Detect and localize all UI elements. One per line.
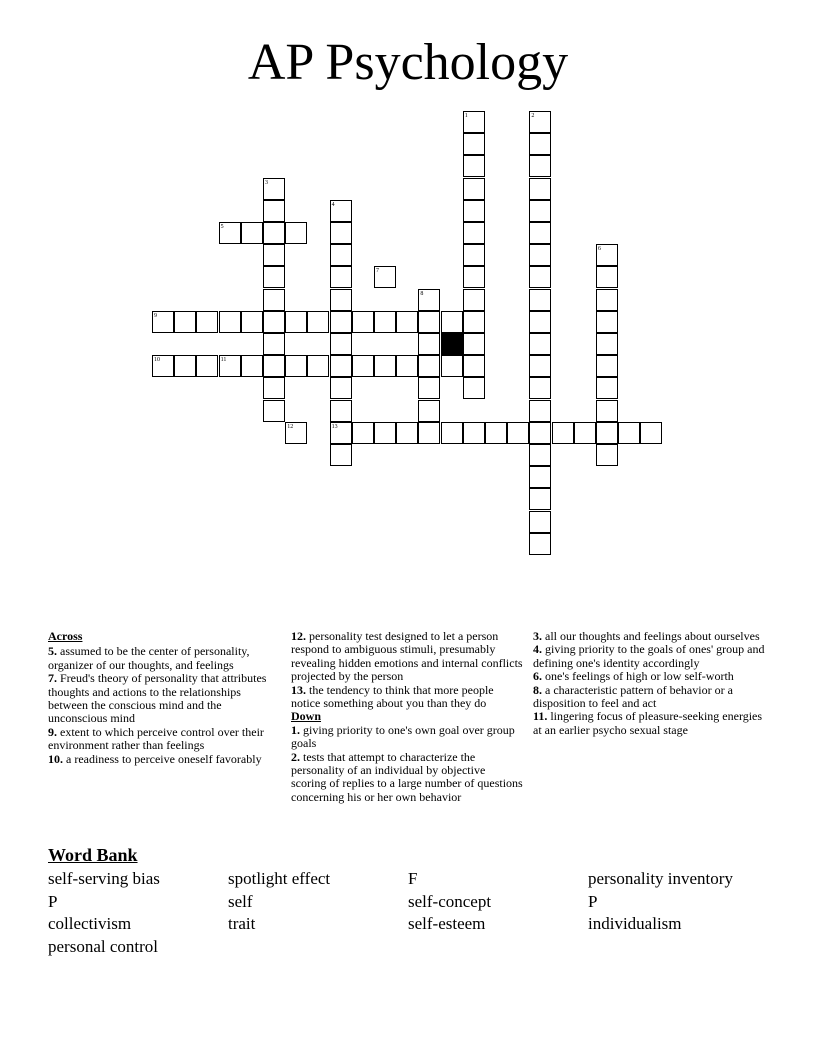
grid-cell[interactable] (529, 333, 551, 355)
grid-cell[interactable] (529, 377, 551, 399)
grid-cell[interactable] (485, 422, 507, 444)
grid-cell[interactable] (285, 355, 307, 377)
grid-cell[interactable] (529, 178, 551, 200)
down-clue-11: 11. lingering focus of pleasure-seeking energies at an earlier psycho sexual stage (533, 709, 763, 737)
across-clue-9: 9. extent to which perceive control over their environment rather than feelings (48, 724, 264, 753)
clue-number: 10 (154, 357, 160, 364)
clues-column-2 (291, 630, 523, 804)
grid-cell[interactable] (418, 377, 440, 399)
down-heading: Down (291, 709, 322, 724)
grid-cell[interactable] (330, 222, 352, 244)
grid-cell[interactable] (529, 466, 551, 488)
grid-cell[interactable] (418, 311, 440, 333)
grid-cell[interactable] (330, 400, 352, 422)
word-bank-entry: F (408, 869, 418, 888)
grid-cell[interactable] (529, 400, 551, 422)
grid-cell[interactable] (574, 422, 596, 444)
grid-block (441, 333, 463, 355)
grid-cell[interactable] (263, 400, 285, 422)
grid-cell[interactable] (529, 222, 551, 244)
grid-cell[interactable] (596, 266, 618, 288)
grid-cell[interactable] (529, 488, 551, 510)
grid-cell[interactable] (463, 311, 485, 333)
grid-cell[interactable] (285, 222, 307, 244)
down-clue-3: 3. all our thoughts and feelings about ourselves (533, 629, 760, 643)
across-clue-12: 12. personality test designed to let a person respond to ambiguous stimuli, presumably revealing hidden emotions and internal conflicts projected by the person (291, 629, 523, 684)
grid-cell[interactable] (463, 200, 485, 222)
grid-cell[interactable] (463, 178, 485, 200)
grid-cell[interactable] (241, 222, 263, 244)
word-bank-entry: individualism (588, 914, 682, 933)
word-bank-entry: P (48, 891, 58, 911)
grid-cell[interactable] (174, 311, 196, 333)
word-bank-title: Word Bank (48, 845, 138, 865)
grid-cell[interactable] (596, 289, 618, 311)
grid-cell[interactable] (463, 355, 485, 377)
grid-cell[interactable] (463, 222, 485, 244)
grid-cell[interactable] (396, 311, 418, 333)
grid-cell[interactable] (418, 422, 440, 444)
grid-cell[interactable] (441, 422, 463, 444)
grid-cell[interactable] (596, 400, 618, 422)
grid-cell[interactable] (529, 422, 551, 444)
grid-cell[interactable] (463, 422, 485, 444)
clue-number: 4 (331, 201, 335, 208)
down-clue-8: 8. a characteristic pattern of behavior or a disposition to feel and act (533, 682, 733, 711)
grid-cell[interactable] (263, 377, 285, 399)
grid-cell[interactable] (241, 311, 263, 333)
clue-number: 7 (376, 268, 379, 275)
grid-cell[interactable] (529, 200, 551, 222)
grid-cell[interactable] (374, 422, 396, 444)
grid-cell[interactable] (330, 444, 352, 466)
word-bank-entry: personal control (48, 936, 158, 956)
grid-cell[interactable] (263, 311, 285, 333)
grid-cell[interactable] (307, 311, 329, 333)
grid-cell[interactable] (418, 400, 440, 422)
grid-cell[interactable] (441, 355, 463, 377)
grid-cell[interactable] (463, 377, 485, 399)
clues-column-1 (48, 630, 280, 766)
grid-cell[interactable] (529, 244, 551, 266)
grid-cell[interactable] (330, 355, 352, 377)
grid-cell[interactable] (507, 422, 529, 444)
page-title: AP Psychology (247, 34, 569, 91)
across-clue-7: 7. Freud's theory of personality that attributes thoughts and actions to the relationships between the conscious mind and the unconscious mind (48, 671, 267, 726)
clue-number: 2 (531, 113, 535, 119)
grid-cell[interactable] (463, 155, 485, 177)
grid-cell[interactable] (352, 311, 374, 333)
grid-cell[interactable] (330, 377, 352, 399)
grid-cell[interactable] (418, 333, 440, 355)
grid-cell[interactable] (529, 533, 551, 555)
grid-cell[interactable] (463, 333, 485, 355)
across-heading: Across (48, 629, 83, 643)
grid-cell[interactable] (174, 355, 196, 377)
clue-number: 12 (287, 423, 294, 430)
grid-cell[interactable] (396, 422, 418, 444)
word-bank-entry: P (588, 891, 598, 911)
grid-cell[interactable] (330, 266, 352, 288)
grid-cell[interactable] (463, 266, 485, 288)
grid-cell[interactable] (330, 244, 352, 266)
grid-cell[interactable] (374, 311, 396, 333)
grid-cell[interactable] (463, 133, 485, 155)
grid-cell[interactable] (285, 311, 307, 333)
grid-cell[interactable] (352, 422, 374, 444)
word-bank-entry: self-concept (408, 891, 492, 911)
grid-cell[interactable] (596, 444, 618, 466)
word-bank-entry: trait (228, 914, 256, 933)
grid-cell[interactable] (596, 311, 618, 333)
grid-cell[interactable] (330, 333, 352, 355)
clue-number: 3 (265, 179, 268, 186)
grid-cell[interactable] (263, 289, 285, 311)
grid-cell[interactable] (241, 355, 263, 377)
grid-cell[interactable] (330, 311, 352, 333)
clue-number: 5 (220, 224, 224, 230)
word-bank-entry: self-esteem (408, 914, 486, 933)
grid-cell[interactable] (529, 311, 551, 333)
down-clue-4: 4. giving priority to the goals of ones' group and defining one's identity accordingly (533, 642, 765, 670)
grid-cell[interactable] (196, 311, 218, 333)
grid-cell[interactable] (596, 422, 618, 444)
clue-number: 8 (420, 290, 424, 297)
grid-cell[interactable] (330, 289, 352, 311)
clues-column-3 (533, 630, 765, 737)
grid-cell[interactable] (219, 311, 241, 333)
grid-cell[interactable] (263, 333, 285, 355)
grid-cell[interactable] (396, 355, 418, 377)
across-clue-5: 5. assumed to be the center of personality, organizer of our thoughts, and feelings (48, 644, 250, 672)
down-clue-2: 2. tests that attempt to characterize the personality of an individual by objective scoring of replies to a large number of questions concerning his or her own behavior (291, 749, 523, 804)
grid-cell[interactable] (618, 422, 640, 444)
grid-cell[interactable] (374, 355, 396, 377)
grid-cell[interactable] (529, 289, 551, 311)
across-clue-10: 10. a readiness to perceive oneself favorably (48, 751, 262, 766)
down-clue-6: 6. one's feelings of high or low self-worth (533, 669, 734, 684)
grid-cell[interactable] (352, 355, 374, 377)
clue-number: 9 (154, 312, 157, 319)
word-bank-entry: personality inventory (588, 869, 733, 888)
grid-cell[interactable] (463, 244, 485, 266)
word-bank-entry: self-serving bias (48, 869, 160, 888)
word-bank-entry: spotlight effect (228, 869, 331, 888)
word-bank-entry: self (228, 891, 253, 911)
grid-cell[interactable] (529, 133, 551, 155)
grid-cell[interactable] (263, 244, 285, 266)
grid-cell[interactable] (441, 311, 463, 333)
grid-cell[interactable] (263, 266, 285, 288)
grid-cell[interactable] (418, 355, 440, 377)
across-clue-13: 13. the tendency to think that more people notice something about you than they do (291, 682, 494, 711)
grid-cell[interactable] (529, 155, 551, 177)
grid-cell[interactable] (529, 444, 551, 466)
clue-number: 13 (331, 423, 338, 430)
grid-cell[interactable] (463, 289, 485, 311)
grid-cell[interactable] (307, 355, 329, 377)
grid-cell[interactable] (529, 355, 551, 377)
grid-cell[interactable] (596, 377, 618, 399)
grid-cell[interactable] (640, 422, 662, 444)
grid-cell[interactable] (529, 511, 551, 533)
grid-cell[interactable] (196, 355, 218, 377)
grid-cell[interactable] (529, 266, 551, 288)
grid-cell[interactable] (596, 333, 618, 355)
grid-cell[interactable] (596, 355, 618, 377)
grid-cell[interactable] (552, 422, 574, 444)
word-bank-entry: collectivism (48, 914, 132, 933)
grid-cell[interactable] (263, 222, 285, 244)
grid-cell[interactable] (263, 200, 285, 222)
grid-cell[interactable] (263, 355, 285, 377)
down-clue-1: 1. giving priority to one's own goal over group goals (291, 722, 515, 751)
clue-number: 11 (220, 357, 227, 364)
clue-number: 6 (598, 246, 601, 253)
clue-number: 1 (464, 113, 468, 119)
